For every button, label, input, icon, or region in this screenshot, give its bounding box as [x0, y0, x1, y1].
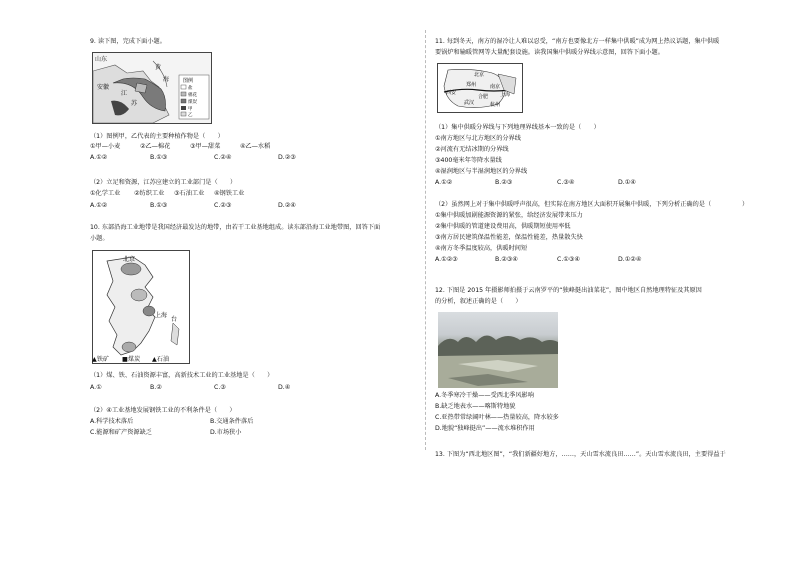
q10-stem-line1: 10. 东部沿海工业地带是我国经济最发达的地带，由若干工业基地组成。读东部沿海工业地带图，回答下面: [90, 224, 381, 231]
q11-stem-line2: 要锅炉和输暖管网等大量配套设施。读我国集中供暖分界线示意图，回答下面小题。: [435, 49, 664, 56]
label-su: 苏: [131, 100, 138, 107]
label-nanjing: 南京: [490, 84, 501, 90]
q9-sub1-opt4: ④乙—水稻: [240, 143, 271, 150]
q9-sub2-opt4: ④钢铁工业: [214, 190, 245, 197]
q9-sub1-choice-d[interactable]: D.②③: [278, 154, 296, 161]
q9-sub1-choice-a[interactable]: A.①②: [90, 154, 108, 161]
q10-legend-coal: ■煤炭: [122, 356, 141, 363]
legend-coal: 煤炭: [188, 100, 197, 105]
label-beijing: 北京: [123, 256, 136, 263]
label-hai: 海: [163, 76, 170, 83]
q10-sub2-opt-c[interactable]: C.能源和矿产资源缺乏: [90, 429, 152, 436]
label-jiang: 江: [121, 90, 128, 97]
q10-sub2-opt-d[interactable]: D.市场狭小: [210, 429, 242, 436]
region-2: [131, 289, 147, 301]
q11-sub2-choice-b[interactable]: B.②③④: [495, 256, 518, 263]
region-3: [143, 306, 155, 316]
legend-yi: 乙: [188, 113, 193, 118]
q10-map-svg: [93, 251, 189, 363]
q11-sub1-choice-c[interactable]: C.③④: [557, 179, 575, 186]
q9-sub2-choice-a[interactable]: A.①②: [90, 202, 108, 209]
q9-map: [92, 52, 212, 124]
q9-sub1: （1）图例甲，乙代表的主要种植作物是（ ）: [90, 133, 224, 140]
q11-sub1-opt1: ①南方地区与北方地区的分界线: [435, 135, 521, 142]
q12-opt-c[interactable]: C.亚热带常绿阔叶林——热量较高，降水较多: [435, 414, 559, 421]
label-huang: 黄: [155, 64, 162, 71]
q9-map-svg: [93, 53, 211, 123]
karst-peaks: [438, 335, 558, 356]
q11-sub1-opt4: ④湿润地区与半湿润地区的分界线: [435, 168, 528, 175]
q10-map: [92, 250, 190, 364]
q12-stem-line1: 12. 下图是 2015 年摄影师拍摄于云南罗平的“独峰挺出油菜花”，图中地区自然地理特征及其原因: [435, 287, 702, 294]
legend-jia: 甲: [188, 107, 193, 112]
q11-sub2-paren-end: ）: [742, 201, 749, 208]
q9-sub1-opt3: ③甲—甜菜: [190, 143, 221, 150]
q10-legend-oil: ▲石油: [152, 356, 170, 363]
region-yi: [135, 83, 147, 93]
q11-map-svg: [438, 64, 522, 112]
q11-sub2-opt1: ①集中供暖加剧能源资源的紧张，给经济发展带来压力: [435, 212, 583, 219]
label-hefei: 合肥: [478, 94, 489, 100]
q12-photo-svg: [438, 312, 558, 388]
q11-sub1-opt3: ③400毫米年等降水量线: [435, 157, 502, 164]
q10-sub1-choice-b[interactable]: B.②: [150, 384, 162, 391]
q9-sub2: （2）立足和资源，江苏应建立的工业部门是（ ）: [90, 179, 237, 186]
q10-sub1-choice-c[interactable]: C.③: [214, 384, 226, 391]
q11-stem-line1: 11. 每到冬天，南方的湿冷让人难以忍受，“南方也要像北方一样集中供暖”成为网上热议话题，集中供暖: [435, 38, 720, 45]
label-beijing: 北京: [474, 72, 485, 78]
taiwan-island: [171, 323, 179, 345]
q11-sub1-opt2: ②河流有无结冰期的分界线: [435, 146, 509, 153]
q11-map: [437, 63, 523, 113]
region-1: [121, 263, 141, 275]
q11-sub2-opt4: ④南方冬季温度较高，供暖时间短: [435, 245, 528, 252]
q11-sub2-opt3: ③南方居民建筑保温性能差，保温性能差，热量散失快: [435, 234, 583, 241]
label-shanghai: 上海: [155, 312, 168, 319]
label-tai: 台: [171, 316, 178, 323]
q12-opt-d[interactable]: D.地貌“独峰挺出”——流水堆积作用: [435, 425, 535, 432]
q9-sub2-opt1: ①化学工业: [90, 190, 121, 197]
label-wuhan: 武汉: [464, 100, 475, 106]
q9-legend: [179, 75, 209, 119]
q12-photo: [438, 312, 558, 388]
q13-stem: 13. 下图为“西北地区图”，“我们新疆好地方，……，天山雪水流良田……”。天山雪水流良田，主要得益于: [435, 451, 726, 458]
region-4: [122, 342, 136, 352]
label-shandong: 山东: [95, 56, 108, 63]
q9-sub2-choice-d[interactable]: D.②④: [278, 202, 296, 209]
q12-opt-a[interactable]: A.冬季寒冷干燥——受西北季风影响: [435, 392, 534, 399]
q10-sub1: （1）煤、铁、石油资源丰富，高新技术工业的工业基地是（ ）: [90, 372, 274, 379]
q9-sub1-choice-b[interactable]: B.①③: [150, 154, 168, 161]
q11-sub2: （2）虽然网上对于集中供暖呼声很高，但实际在南方地区大面积开展集中供暖，下列分析正确的是（: [435, 201, 712, 208]
q9-sub2-choice-b[interactable]: B.①③: [150, 202, 168, 209]
q12-opt-b[interactable]: B.缺乏地表水——喀斯特地貌: [435, 403, 516, 410]
label-anhui: 安徽: [97, 84, 110, 91]
q10-sub2-opt-b[interactable]: B.交通条件落后: [210, 418, 254, 425]
q9-sub2-opt3: ③石油工业: [174, 190, 205, 197]
q11-sub1-choice-b[interactable]: B.②③: [495, 179, 513, 186]
q11-sub1-choice-d[interactable]: D.①④: [618, 179, 636, 186]
q11-sub1: （1）集中供暖分界线与下列地理界线基本一致的是（ ）: [435, 124, 600, 131]
q10-legend-iron: ▲铁矿: [92, 356, 110, 363]
q11-sub2-opt2: ②集中供暖的管道建设费用高，供暖期短使用率低: [435, 223, 571, 230]
q11-sub2-choice-d[interactable]: D.①②④: [618, 256, 642, 263]
q9-sub1-opt2: ②乙—棉花: [140, 143, 171, 150]
q10-stem-line2: 小题。: [90, 235, 109, 242]
q9-sub1-opt1: ①甲—小麦: [90, 143, 121, 150]
q12-stem-line2: 的分析，叙述正确的是（ ）: [435, 298, 522, 305]
q9-sub2-choice-c[interactable]: C.②③: [214, 202, 232, 209]
label-xian: 西安: [446, 90, 457, 96]
label-shanghai: 上海: [500, 92, 511, 98]
legend-cotton: 棉花: [188, 93, 197, 98]
q11-sub2-choice-a[interactable]: A.①②③: [435, 256, 458, 263]
column-divider: [425, 30, 426, 450]
q9-sub1-choice-c[interactable]: C.②④: [214, 154, 232, 161]
q11-sub1-choice-a[interactable]: A.①②: [435, 179, 453, 186]
q10-sub2-opt-a[interactable]: A.科学技术落后: [90, 418, 134, 425]
q10-sub2: （2）④工业基地发展钢铁工业的不利条件是（ ）: [90, 407, 236, 414]
q11-sub2-choice-c[interactable]: C.①③④: [557, 256, 580, 263]
q9-stem: 9. 读下图，完成下面小题。: [90, 38, 166, 45]
legend-salt: 盐: [188, 86, 193, 91]
label-hangzhou: 杭州: [490, 102, 501, 108]
q9-sub2-opt2: ②纺织工业: [134, 190, 165, 197]
q10-sub1-choice-d[interactable]: D.④: [278, 384, 291, 391]
q10-sub1-choice-a[interactable]: A.①: [90, 384, 102, 391]
legend-title: 图例: [183, 78, 194, 84]
label-zhengzhou: 郑州: [466, 82, 477, 88]
